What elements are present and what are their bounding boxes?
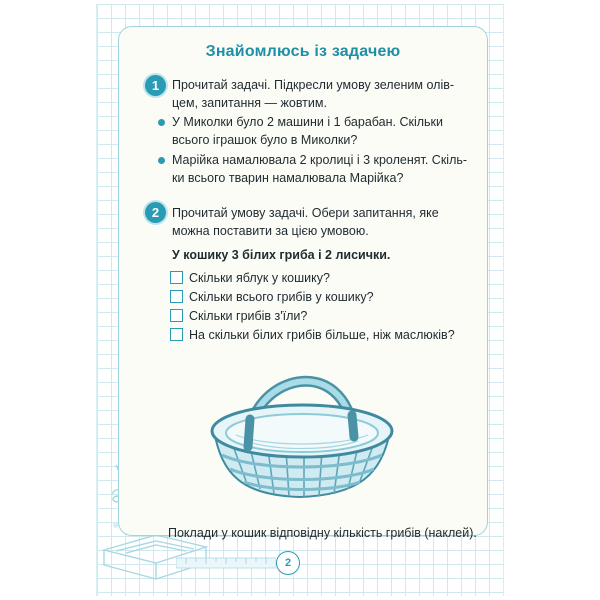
problem-line: У Миколки було 2 машини і 1 барабан. Скільки — [172, 115, 443, 129]
task-2-instruction-line: Прочитай умову задачі. Обери запитання, яке — [172, 206, 439, 220]
problem-line: ки всього тварин намалювала Марійка? — [172, 171, 404, 185]
task-1-problem-1 — [172, 113, 482, 149]
option-label: Скільки яблук у кошику? — [189, 270, 330, 285]
problem-line: Марійка намалювала 2 кролиці і 3 кроленят. Скіль- — [172, 153, 468, 167]
option-row[interactable] — [170, 269, 330, 286]
option-checkbox[interactable] — [170, 328, 183, 341]
task-1-instruction — [172, 76, 482, 112]
option-label: На скільки білих грибів більше, ніж маслюків? — [189, 327, 455, 342]
task-2-instruction-line: можна поставити за цією умовою. — [172, 224, 369, 238]
bullet-icon — [158, 119, 165, 126]
task-2-number-badge: 2 — [145, 202, 166, 223]
option-label: Скільки всього грибів у кошику? — [189, 289, 374, 304]
sticker-instruction: Поклади у кошик відповідну кількість грибів (наклей). — [168, 526, 477, 540]
basket-illustration[interactable] — [196, 355, 408, 505]
option-checkbox[interactable] — [170, 271, 183, 284]
option-checkbox[interactable] — [170, 290, 183, 303]
bullet-icon — [158, 157, 165, 164]
task-1-number-badge: 1 — [145, 75, 166, 96]
task-1-problem-2 — [172, 151, 482, 187]
task-2-instruction — [172, 204, 482, 240]
option-label: Скільки грибів з'їли? — [189, 308, 308, 323]
task-2-condition: У кошику 3 білих гриба і 2 лисички. — [172, 248, 391, 262]
option-row[interactable] — [170, 307, 307, 324]
problem-line: всього іграшок було в Миколки? — [172, 133, 358, 147]
option-row[interactable] — [170, 288, 374, 305]
page-title: Знайомлюсь із задачею — [205, 43, 401, 60]
task-1-instruction-line: Прочитай задачі. Підкресли умову зеленим олів- — [172, 78, 455, 92]
option-checkbox[interactable] — [170, 309, 183, 322]
ruler-icon — [176, 556, 276, 570]
task-1-instruction-line: цем, запитання — жовтим. — [172, 96, 327, 110]
option-row[interactable] — [170, 326, 455, 343]
page-number: 2 — [276, 551, 300, 575]
